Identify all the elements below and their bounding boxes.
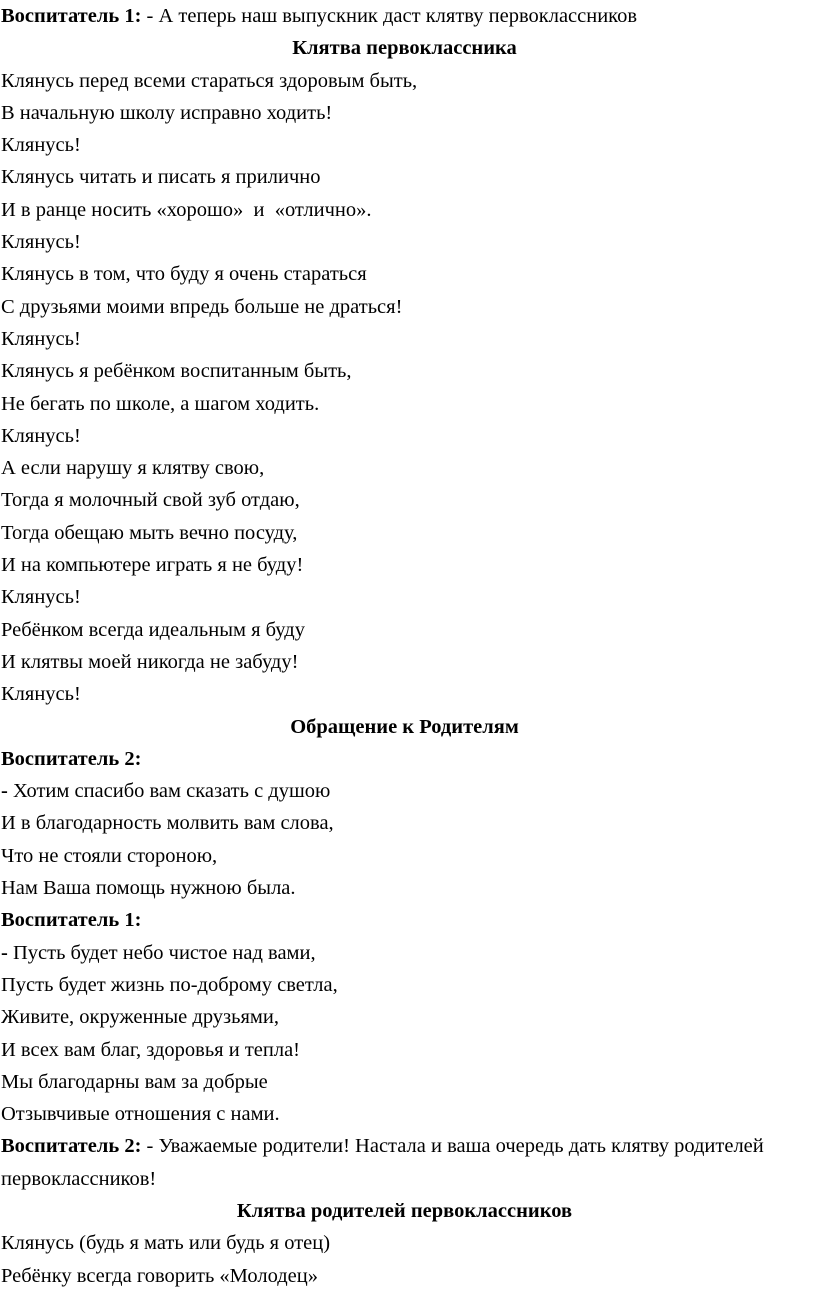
verse-text: Хотим спасибо вам сказать с душою: [7, 780, 331, 803]
verse-line: И на компьютере играть я не буду!: [1, 554, 304, 577]
verse-line: И клятвы моей никогда не забуду!: [1, 650, 299, 673]
verse-line: [1, 775, 808, 807]
verse-line: Что не стояли стороною,: [1, 844, 218, 867]
verse-line: Клянусь!: [1, 134, 81, 157]
verse-line: Клянусь!: [1, 586, 81, 609]
verse-line: Не бегать по школе, а шагом ходить.: [1, 392, 320, 415]
oath1-title: Клятва первоклассника: [292, 37, 517, 60]
verse-line: Клянусь (будь я мать или будь я отец): [1, 1232, 331, 1255]
verse-line: Клянусь в том, что буду я очень стараться: [1, 263, 367, 286]
announcement-paragraph: [1, 1130, 808, 1195]
verse-line: Клянусь!: [1, 231, 81, 254]
verse-line: Пусть будет жизнь по-доброму светла,: [1, 973, 338, 996]
verse-line: С друзьями моими впредь больше не драться!: [1, 295, 403, 318]
verse-line: Клянусь!: [1, 327, 81, 350]
verse-line: [1, 937, 808, 969]
verse-line: Нам Ваша помощь нужною была.: [1, 877, 296, 900]
verse-line: Мы благодарны вам за добрые: [1, 1070, 268, 1093]
intro-speaker: Воспитатель 1:: [1, 5, 142, 27]
verse-line: И всех вам благ, здоровья и тепла!: [1, 1038, 301, 1061]
verse-line: Клянусь!: [1, 683, 81, 706]
oath1-verse: [1, 65, 808, 711]
speaker-heading: [1, 743, 808, 775]
announce-text: - Уважаемые родители! Настала и ваша очередь дать клятву родителей первоклассников!: [1, 1135, 764, 1190]
announce-speaker: Воспитатель 2:: [1, 1135, 142, 1158]
parents-section-title: Обращение к Родителям: [290, 715, 519, 738]
dash: -: [1, 780, 8, 803]
verse-line: Клянусь я ребёнком воспитанным быть,: [1, 360, 352, 383]
intro-line: [1, 0, 808, 32]
verse-line: Клянусь перед всеми стараться здоровым быть,: [1, 69, 418, 92]
speaker-2-label: Воспитатель 2:: [1, 747, 142, 770]
verse-line: Тогда обещаю мыть вечно посуду,: [1, 521, 298, 544]
speaker-1-label: Воспитатель 1:: [1, 909, 142, 932]
verse-line: Тогда я молочный свой зуб отдаю,: [1, 489, 300, 512]
verse-line: Ребёнком всегда идеальным я буду: [1, 618, 305, 641]
verse-line: Живите, окруженные друзьями,: [1, 1006, 280, 1029]
intro-text: - А теперь наш выпускник даст клятву первоклассников: [141, 5, 638, 27]
verse-line: В начальную школу исправно ходить!: [1, 101, 333, 124]
speaker-heading: [1, 904, 808, 936]
verse-text: Пусть будет небо чистое над вами,: [7, 941, 316, 964]
oath2-title: Клятва родителей первоклассников: [236, 1199, 573, 1222]
verse-line: Клянусь!: [1, 424, 81, 447]
verse-line: Клянусь читать и писать я прилично: [1, 166, 321, 189]
verse-line: Ребёнку всегда говорить «Молодец»: [1, 1264, 318, 1287]
verse-line: Отзывчивые отношения с нами.: [1, 1103, 280, 1126]
dash: -: [1, 941, 8, 964]
verse-line: И в ранце носить «хорошо» и «отлично».: [1, 198, 372, 221]
verse-line: И в благодарность молвить вам слова,: [1, 812, 334, 835]
verse-line: А если нарушу я клятву свою,: [1, 457, 265, 480]
